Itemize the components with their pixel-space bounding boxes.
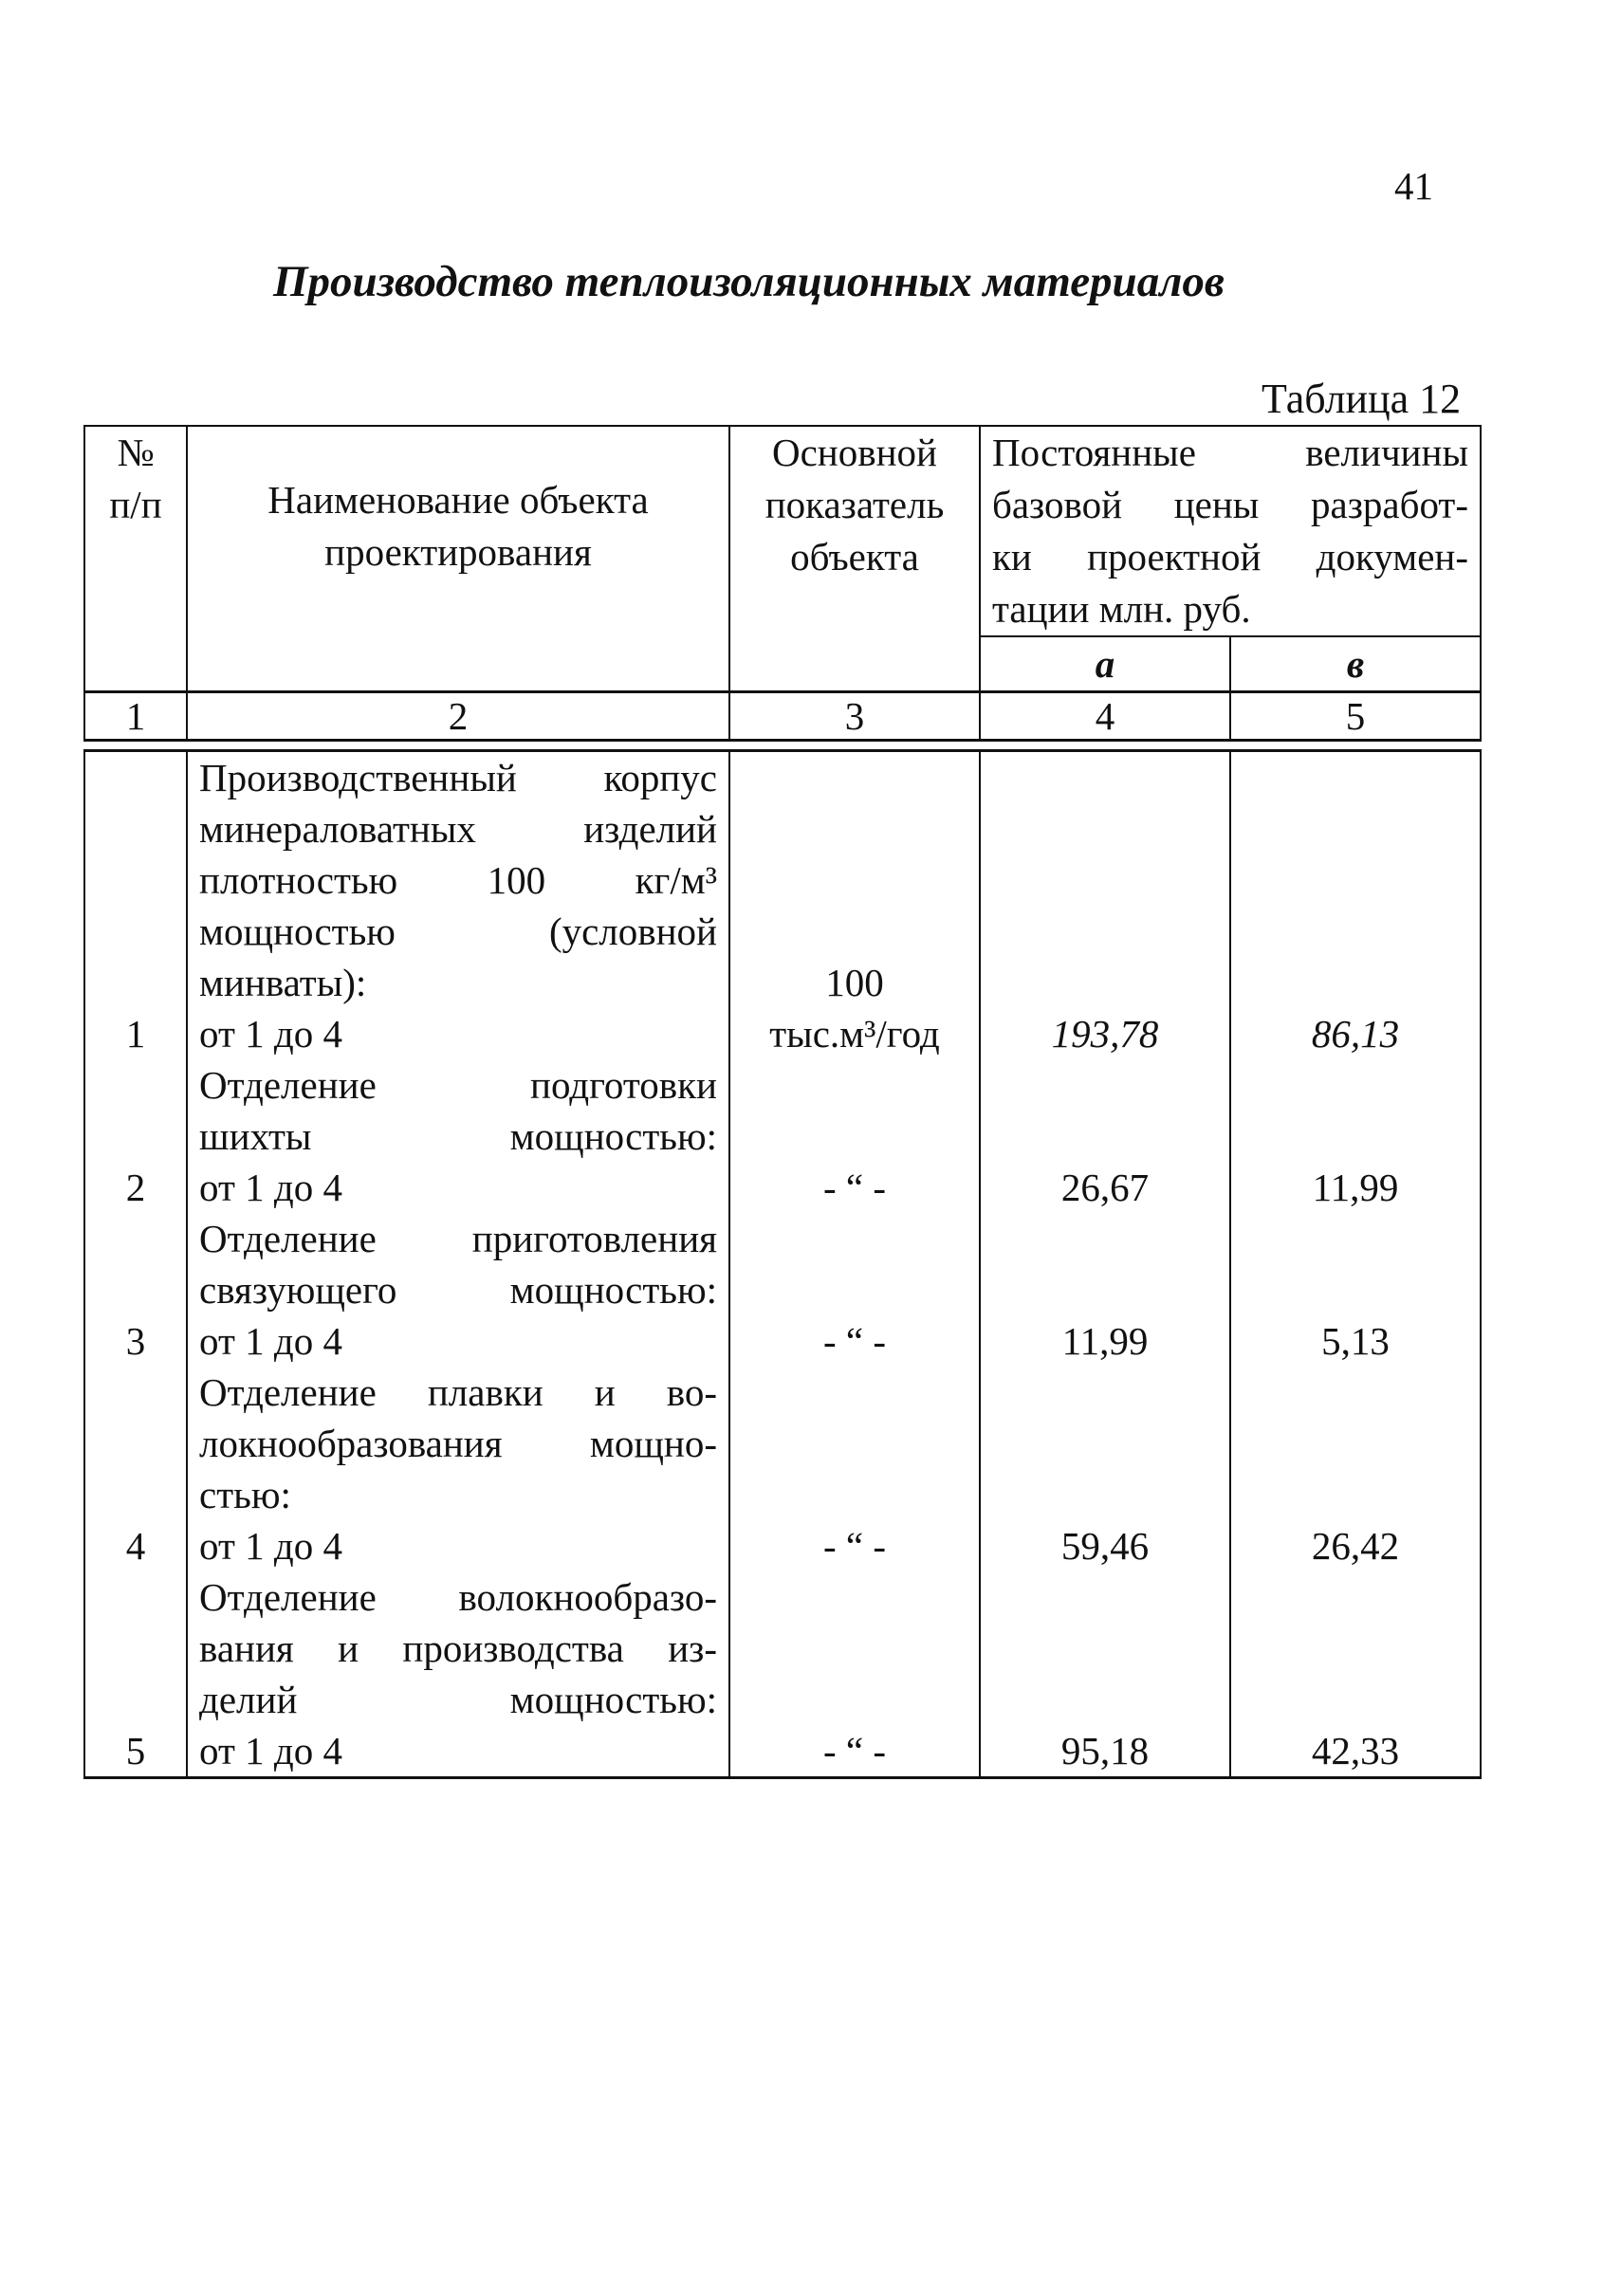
value-a: 193,78 (980, 751, 1230, 1060)
value-b: 26,42 (1230, 1367, 1481, 1571)
object-name-line: от 1 до 4 (199, 1524, 342, 1568)
header-price-line: ки проектной докумен- (992, 535, 1468, 579)
object-name-line: плотностью 100 кг/м³ (199, 858, 717, 902)
page-title: Производство теплоизоляционных материалов (273, 257, 1225, 306)
header-price-line: тации млн. руб. (992, 587, 1251, 631)
value-a: 95,18 (980, 1571, 1230, 1778)
object-name (187, 1059, 729, 1213)
header-indicator (729, 426, 980, 692)
table-row (84, 1059, 1481, 1213)
row-number: 5 (84, 1571, 187, 1778)
value-a: 26,67 (980, 1059, 1230, 1213)
object-name-line: локнообразования мощно- (199, 1422, 717, 1465)
header-number (84, 426, 187, 692)
object-name-line: Производственный корпус (199, 756, 717, 799)
object-name-line: минераловатных изделий (199, 807, 717, 851)
header-name-line: Наименование объекта (267, 478, 649, 522)
table-body (84, 751, 1481, 1778)
header-name (187, 426, 729, 692)
object-name (187, 1213, 729, 1367)
page-number: 41 (1394, 164, 1433, 208)
value-a: 11,99 (980, 1213, 1230, 1367)
value-b: 11,99 (1230, 1059, 1481, 1213)
value-b: 5,13 (1230, 1213, 1481, 1367)
column-number: 3 (729, 692, 980, 741)
object-name-line: от 1 до 4 (199, 1319, 342, 1363)
object-name-line: шихты мощностью: (199, 1114, 717, 1158)
header-indicator-line: объекта (790, 535, 919, 579)
value-b: 42,33 (1230, 1571, 1481, 1778)
object-name (187, 1367, 729, 1571)
row-number: 1 (84, 751, 187, 1060)
header-price-line: базовой цены разработ- (992, 483, 1468, 526)
header-base-price (980, 426, 1481, 636)
main-indicator-line: - “ - (822, 1729, 886, 1773)
data-table (83, 425, 1482, 1779)
object-name-line: минваты): (199, 961, 367, 1004)
column-number: 2 (187, 692, 729, 741)
table-row (84, 1367, 1481, 1571)
main-indicator-line: 100 (825, 961, 884, 1004)
header-indicator-line: показатель (764, 483, 945, 526)
main-indicator-line: - “ - (822, 1524, 886, 1568)
object-name-line: связующего мощностью: (199, 1268, 717, 1312)
table-caption: Таблица 12 (1262, 376, 1462, 422)
table-row (84, 1213, 1481, 1367)
row-number: 4 (84, 1367, 187, 1571)
object-name-line: от 1 до 4 (199, 1012, 342, 1056)
main-indicator (729, 1059, 980, 1213)
object-name (187, 1571, 729, 1778)
row-number: 3 (84, 1213, 187, 1367)
column-number: 4 (980, 692, 1230, 741)
main-indicator (729, 1213, 980, 1367)
object-name-line: от 1 до 4 (199, 1729, 342, 1773)
table-row (84, 751, 1481, 1060)
main-indicator-line: - “ - (822, 1166, 886, 1209)
main-indicator (729, 1367, 980, 1571)
header-number-line: п/п (109, 483, 162, 526)
row-number: 2 (84, 1059, 187, 1213)
object-name (187, 751, 729, 1060)
header-name-line: проектирования (324, 530, 592, 574)
object-name-line: Отделение плавки и во- (199, 1370, 717, 1414)
object-name-line: стью: (199, 1473, 291, 1516)
object-name-line: от 1 до 4 (199, 1166, 342, 1209)
header-b: в (1230, 636, 1481, 692)
header-price-line: Постоянные величины (992, 431, 1468, 474)
main-indicator-line: - “ - (822, 1319, 886, 1363)
header-a: а (980, 636, 1230, 692)
column-number: 5 (1230, 692, 1481, 741)
value-a: 59,46 (980, 1367, 1230, 1571)
header-indicator-line: Основной (772, 431, 937, 474)
header-number-line: № (117, 431, 155, 474)
object-name-line: Отделение волокнообразо- (199, 1575, 717, 1619)
table-row (84, 1571, 1481, 1778)
main-indicator (729, 1571, 980, 1778)
main-indicator (729, 751, 980, 1060)
object-name-line: Отделение подготовки (199, 1063, 717, 1107)
main-indicator-line: тыс.м³/год (769, 1012, 940, 1056)
object-name-line: делий мощностью: (199, 1678, 717, 1721)
column-number: 1 (84, 692, 187, 741)
object-name-line: мощностью (условной (199, 909, 717, 953)
object-name-line: вания и производства из- (199, 1626, 717, 1670)
object-name-line: Отделение приготовления (199, 1217, 717, 1260)
value-b: 86,13 (1230, 751, 1481, 1060)
